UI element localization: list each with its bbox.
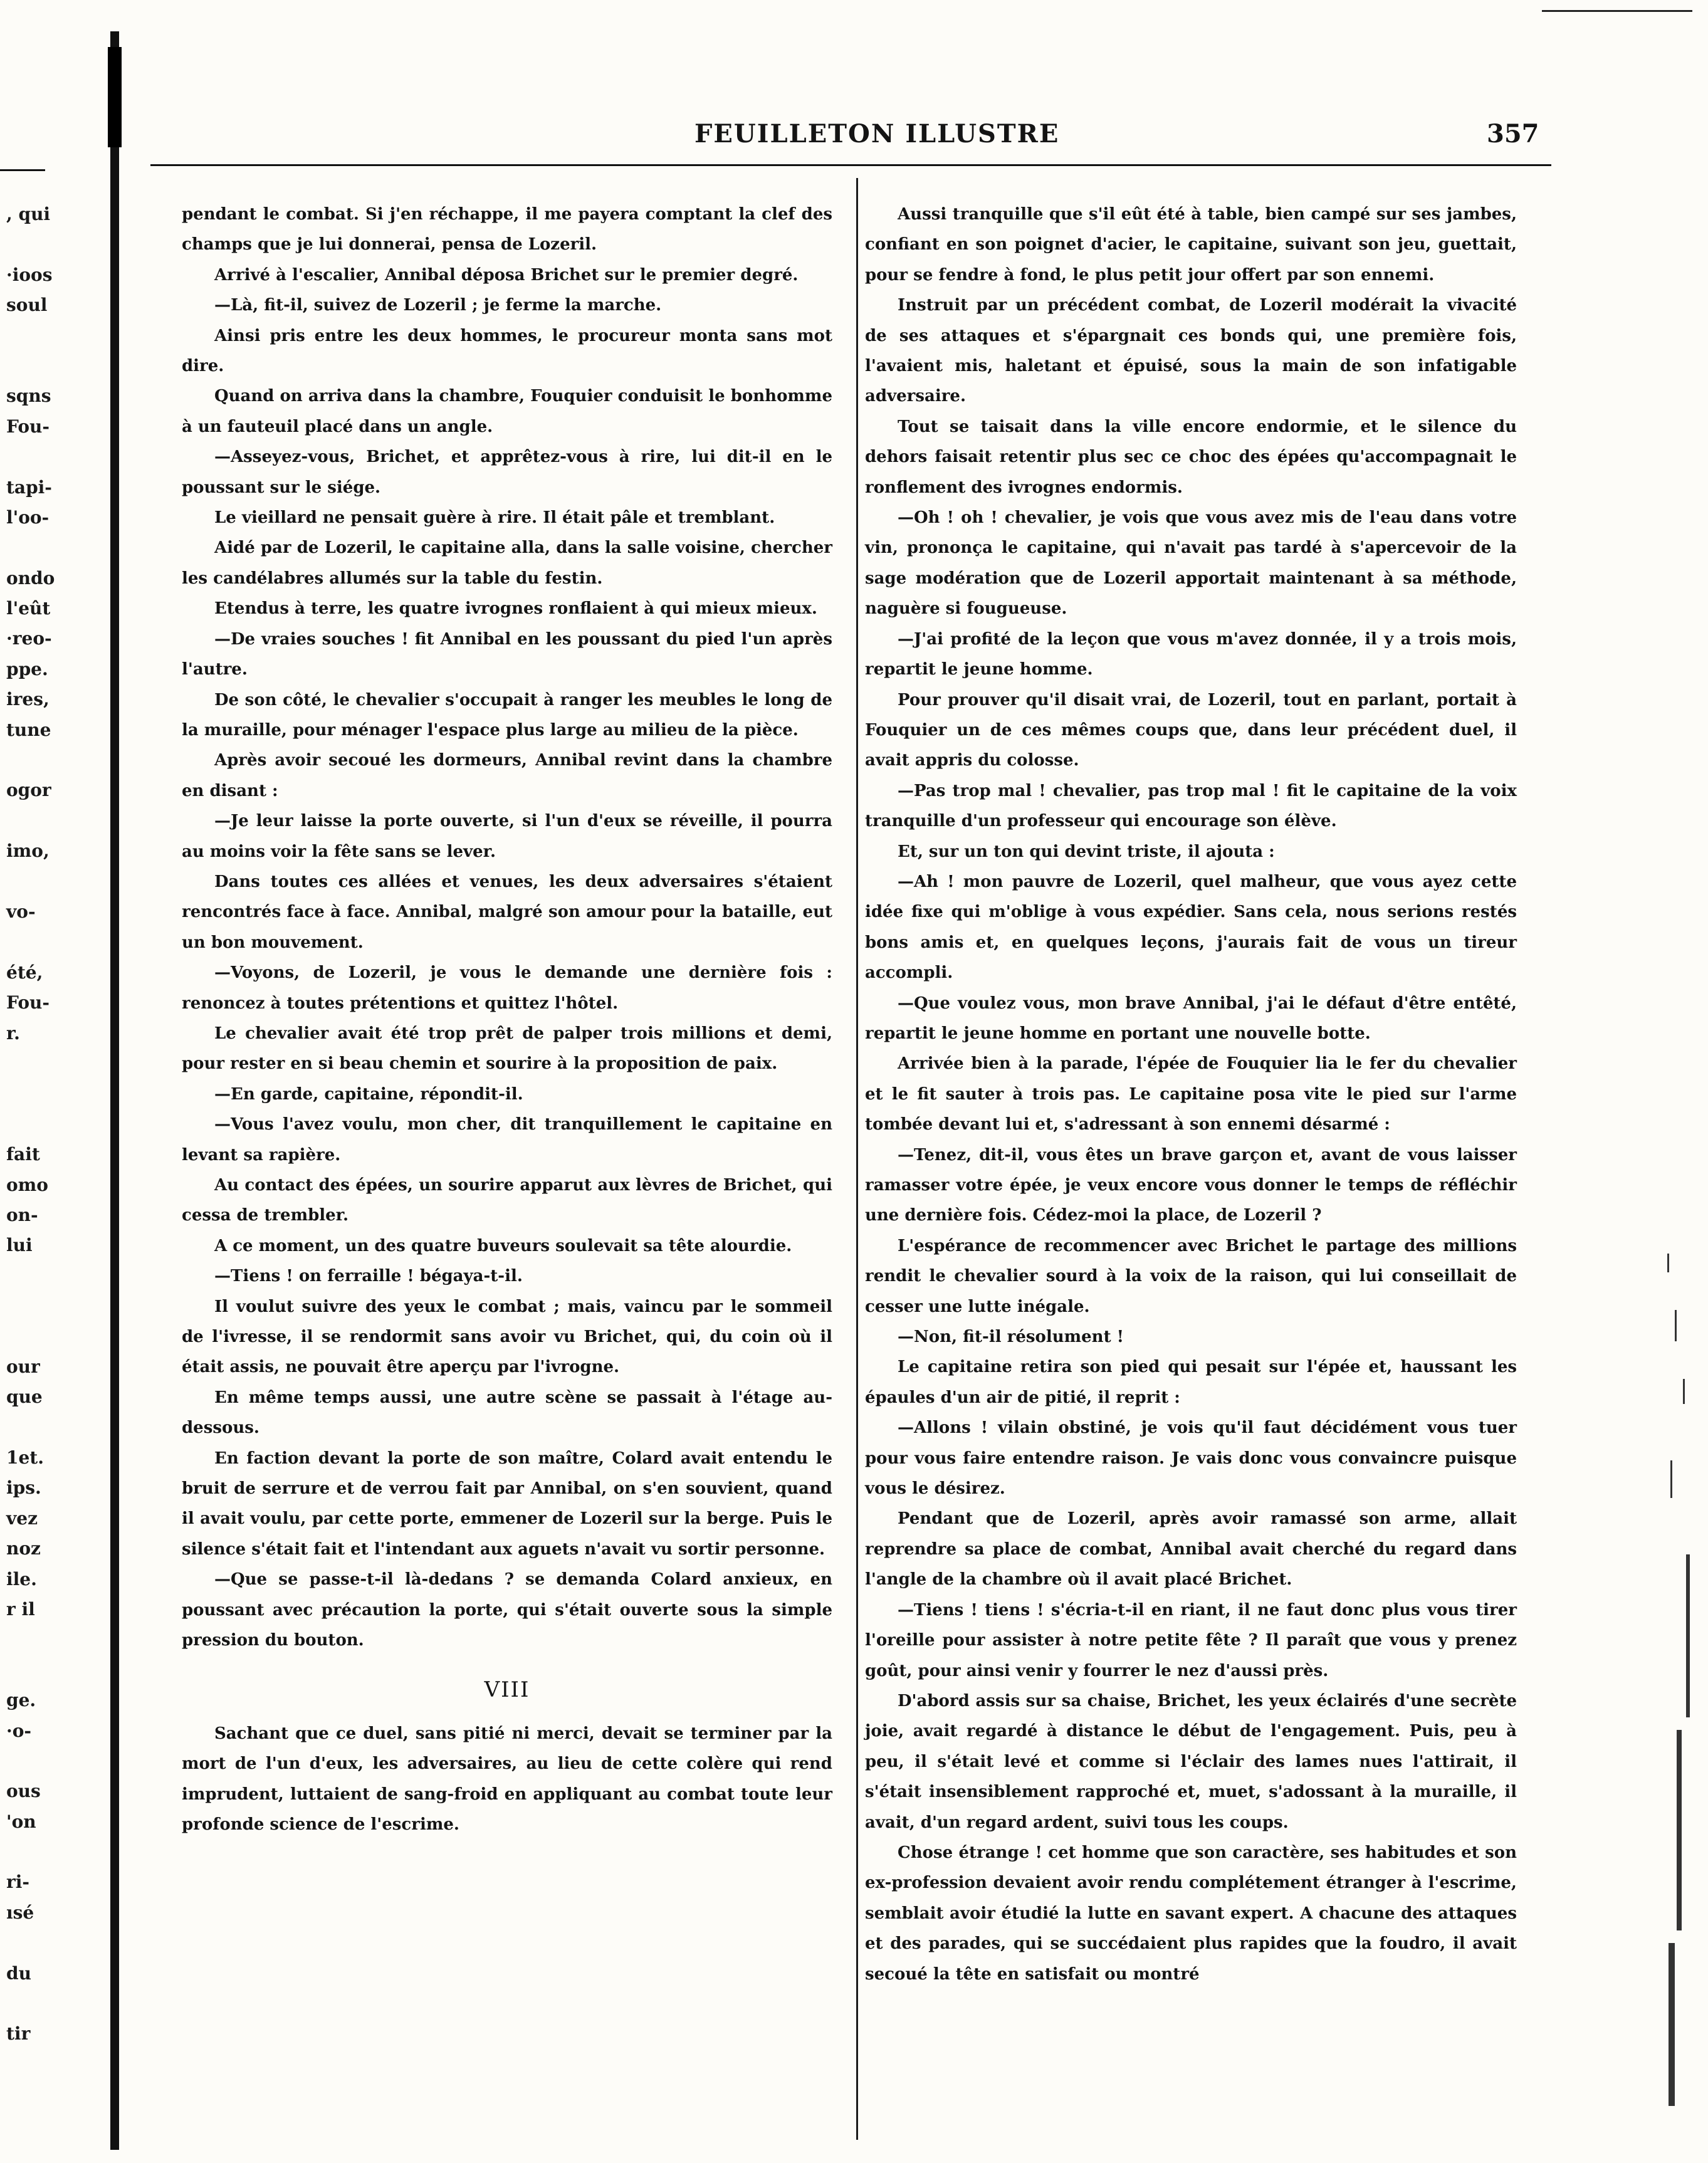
paragraph: Ainsi pris entre les deux hommes, le procureur monta sans mot dire. <box>182 326 832 376</box>
margin-fragment: r il <box>6 1598 35 1620</box>
margin-fragment <box>6 321 63 351</box>
paragraph: Pendant que de Lozeril, après avoir ramassé son arme, allait reprendre sa place de combat, Annibal avait cherché du regard dans l'angle de la chambre où il avait placé Brichet. <box>865 1509 1517 1590</box>
binding-edge <box>110 31 119 2150</box>
scan-edge-noise <box>1661 1254 1699 2131</box>
margin-fragment: 'on <box>6 1811 36 1832</box>
facing-page-fragments <box>6 199 63 2050</box>
margin-fragment <box>6 1291 63 1321</box>
paragraph: —Non, fit-il résolument ! <box>898 1328 1124 1347</box>
margin-fragment <box>6 1837 63 1867</box>
paragraph: Dans toutes ces allées et venues, les deux adversaires s'étaient rencontrés face à face. Annibal, malgré son amour pour la bataille, eut un bon mouvement. <box>182 872 832 952</box>
paragraph: Quand on arriva dans la chambre, Fouquier conduisit le bonhomme à un fauteuil placé dans un angle. <box>182 387 832 436</box>
margin-fragment: ge. <box>6 1690 36 1711</box>
margin-fragment <box>6 1321 63 1351</box>
margin-fragment <box>6 1655 63 1685</box>
margin-fragment: omo <box>6 1174 48 1195</box>
paragraph: De son côté, le chevalier s'occupait à ranger les meubles le long de la muraille, pour ménager l'espace plus large au milieu de la pièce. <box>182 690 832 740</box>
margin-fragment: que <box>6 1386 43 1408</box>
paragraph: Arrivé à l'escalier, Annibal déposa Brichet sur le premier degré. <box>214 265 799 285</box>
paragraph: Et, sur un ton qui devint triste, il ajouta : <box>898 842 1275 861</box>
margin-fragment <box>6 806 63 836</box>
paragraph: Aussi tranquille que s'il eût été à table, bien campé sur ses jambes, confiant en son poignet d'acier, le capitaine, suivant son jeu, guettait, pour se fendre à fond, le plus petit jour offert par son ennemi. <box>865 205 1517 285</box>
margin-fragment <box>6 867 63 897</box>
margin-fragment: ous <box>6 1781 41 1802</box>
margin-fragment: ppe. <box>6 658 48 679</box>
margin-fragment <box>6 1746 63 1776</box>
margin-fragment: ·o- <box>6 1720 32 1741</box>
margin-fragment: fait <box>6 1144 40 1165</box>
paragraph: Etendus à terre, les quatre ivrognes ronflaient à qui mieux mieux. <box>214 599 817 619</box>
paragraph: —Je leur laisse la porte ouverte, si l'un d'eux se réveille, il pourra au moins voir la fête sans se lever. <box>182 812 832 861</box>
paragraph: Au contact des épées, un sourire apparut aux lèvres de Brichet, qui cessa de trembler. <box>182 1176 832 1225</box>
paragraph: —En garde, capitaine, répondit-il. <box>214 1084 523 1104</box>
margin-fragment <box>6 1079 63 1109</box>
paragraph: —Oh ! oh ! chevalier, je vois que vous avez mis de l'eau dans votre vin, prononça le capitaine, qui n'avait pas tardé à s'apercevoir de la sage modération que de Lozeril apportait maintenant à sa méthode, naguère si fougueuse. <box>865 508 1517 619</box>
margin-fragment: soul <box>6 295 48 316</box>
paragraph: Après avoir secoué les dormeurs, Annibal revint dans la chambre en disant : <box>182 751 832 800</box>
margin-fragment: ips. <box>6 1477 41 1499</box>
right-column <box>865 199 1517 1989</box>
top-corner-rule <box>1542 10 1692 12</box>
margin-fragment <box>6 1109 63 1139</box>
margin-fragment: our <box>6 1356 40 1377</box>
margin-fragment <box>6 351 63 381</box>
paragraph: Pour prouver qu'il disait vrai, de Lozeril, tout en parlant, portait à Fouquier un de ces mêmes coups que, dans leur précédent duel, il avait appris du colosse. <box>865 690 1517 770</box>
paragraph: Tout se taisait dans la ville encore endormie, et le silence du dehors faisait retentir plus sec ce choc des épées qu'accompagnait le ronflement des ivrognes endormis. <box>865 417 1517 497</box>
margin-fragment: ires, <box>6 689 50 710</box>
paragraph: —Tenez, dit-il, vous êtes un brave garçon et, avant de vous laisser ramasser votre épée, je veux encore vous donner le temps de réfléchir une dernière fois. Cédez-moi la place, de Lozeril ? <box>865 1145 1517 1225</box>
paragraph: Le vieillard ne pensait guère à rire. Il était pâle et tremblant. <box>214 508 775 528</box>
margin-fragment <box>6 1049 63 1079</box>
paragraph: —Tiens ! on ferraille ! bégaya-t-il. <box>214 1267 523 1286</box>
margin-fragment <box>6 1413 63 1443</box>
margin-fragment: r. <box>6 1022 20 1044</box>
margin-fragment: vez <box>6 1507 38 1529</box>
header-rule <box>150 164 1551 166</box>
paragraph: —Que se passe-t-il là-dedans ? se demanda Colard anxieux, en poussant avec précaution la porte, qui s'était ouverte sous la simple pression du bouton. <box>182 1570 832 1650</box>
paragraph: —Asseyez-vous, Brichet, et apprêtez-vous à rire, lui dit-il en le poussant sur le siége. <box>182 448 832 497</box>
margin-fragment: noz <box>6 1538 41 1559</box>
margin-fragment: ile. <box>6 1568 37 1590</box>
paragraph: pendant le combat. Si j'en réchappe, il me payera comptant la clef des champs que je lui donnerai, pensa de Lozeril. <box>182 205 832 254</box>
margin-fragment: on- <box>6 1204 38 1225</box>
margin-fragment <box>6 229 63 259</box>
column-divider <box>856 178 858 2140</box>
paragraph: —Allons ! vilain obstiné, je vois qu'il faut décidément vous tuer pour vous faire entendre raison. Je vais donc vous convaincre puisque vous le désirez. <box>865 1418 1517 1499</box>
margin-fragment <box>6 442 63 472</box>
margin-fragment <box>6 1625 63 1655</box>
margin-fragment: imo, <box>6 841 50 862</box>
paragraph: Arrivée bien à la parade, l'épée de Fouquier lia le fer du chevalier et le fit sauter à trois pas. Le capitaine posa vite le pied sur l'arme tombée devant lui et, s'adressant à son ennemi désarmé : <box>865 1054 1517 1134</box>
paragraph: Aidé par de Lozeril, le capitaine alla, dans la salle voisine, chercher les candélabres allumés sur la table du festin. <box>182 538 832 588</box>
paragraph: —J'ai profité de la leçon que vous m'avez donnée, il y a trois mois, repartit le jeune homme. <box>865 629 1517 679</box>
margin-fragment: sqns <box>6 385 51 407</box>
margin-fragment: 1et. <box>6 1447 44 1469</box>
page-number: 357 <box>1487 119 1539 149</box>
margin-fragment <box>6 1928 63 1958</box>
paragraph: Il voulut suivre des yeux le combat ; mais, vaincu par le sommeil de l'ivresse, il se rendormit sans avoir vu Brichet, qui, du coin où il était assis, ne pouvait être aperçu par l'ivrogne. <box>182 1297 832 1377</box>
margin-fragment: ısé <box>6 1902 34 1923</box>
margin-fragment: ·reo- <box>6 628 52 649</box>
margin-fragment: ogor <box>6 780 51 801</box>
margin-fragment: vo- <box>6 901 36 922</box>
margin-fragment: tapi- <box>6 476 52 498</box>
paragraph: —Tiens ! tiens ! s'écria-t-il en riant, il ne faut donc plus vous tirer l'oreille pour assister à notre petite fête ? Il paraît que vous y prenez goût, pour ainsi venir y fourrer le nez d'aussi près. <box>865 1600 1517 1680</box>
left-margin-rule <box>0 169 45 171</box>
right-column-text <box>865 199 1517 1989</box>
paragraph: —De vraies souches ! fit Annibal en les poussant du pied l'un après l'autre. <box>182 629 832 679</box>
margin-fragment: ri- <box>6 1872 30 1893</box>
margin-fragment <box>6 745 63 775</box>
paragraph: —Pas trop mal ! chevalier, pas trop mal ! fit le capitaine de la voix tranquille d'un professeur qui encourage son élève. <box>865 781 1517 831</box>
margin-fragment <box>6 927 63 957</box>
margin-fragment <box>6 1261 63 1291</box>
left-column-text-after-chapter <box>182 1719 832 1840</box>
margin-fragment: lui <box>6 1235 33 1256</box>
paragraph: Le chevalier avait été trop prêt de palper trois millions et demi, pour rester en si beau chemin et sourire à la proposition de paix. <box>182 1024 832 1074</box>
paragraph: —Que voulez vous, mon brave Annibal, j'ai le défaut d'être entêté, repartit le jeune homme en portant une nouvelle botte. <box>865 993 1517 1043</box>
margin-fragment <box>6 1989 63 2019</box>
margin-fragment: l'eût <box>6 598 51 619</box>
margin-fragment <box>6 533 63 563</box>
margin-fragment: Fou- <box>6 416 50 437</box>
margin-fragment: Fou- <box>6 992 50 1013</box>
margin-fragment: du <box>6 1962 31 1984</box>
paragraph: En faction devant la porte de son maître, Colard avait entendu le bruit de serrure et de verrou fait par Annibal, on s'en souvient, quand il avait voulu, par cette porte, emmener de Lozeril sur la berge. Puis le silence s'était fait et l'intendant aux aguets n'avait vu sortir personne. <box>182 1448 832 1559</box>
paragraph: L'espérance de recommencer avec Brichet le partage des millions rendit le chevalier sourd à la voix de la raison, qui lui conseillait de cesser une lutte inégale. <box>865 1236 1517 1316</box>
margin-fragment: tir <box>6 2023 31 2045</box>
paragraph: —Vous l'avez voulu, mon cher, dit tranquillement le capitaine en levant sa rapière. <box>182 1115 832 1165</box>
running-header <box>0 119 1708 157</box>
paragraph: Instruit par un précédent combat, de Lozeril modérait la vivacité de ses attaques et s'épargnait ces bonds qui, une première fois, l'avaient mis, haletant et épuisé, sous la main de son infatigable adversaire. <box>865 296 1517 406</box>
paragraph: Le capitaine retira son pied qui pesait sur l'épée et, haussant les épaules d'un air de pitié, il reprit : <box>865 1358 1517 1407</box>
chapter-heading: VIII <box>484 1677 530 1702</box>
margin-fragment: , qui <box>6 204 51 224</box>
paragraph: A ce moment, un des quatre buveurs soulevait sa tête alourdie. <box>214 1236 792 1255</box>
paragraph: Sachant que ce duel, sans pitié ni merci, devait se terminer par la mort de l'un d'eux, les adversaires, au lieu de cette colère qui rend imprudent, luttaient de sang-froid en appliquant au combat toute leur profonde science de l'escrime. <box>182 1724 832 1835</box>
paragraph: D'abord assis sur sa chaise, Brichet, les yeux éclairés d'une secrète joie, avait regardé à distance le début de l'engagement. Puis, peu à peu, il s'était levé et comme si l'éclair des lames nues l'attirait, il s'était insensiblement rapproché et, muet, s'adossant à la muraille, il avait, d'un regard ardent, suivi tous les coups. <box>865 1691 1517 1832</box>
paragraph: —Voyons, de Lozeril, je vous le demande une dernière fois : renoncez à toutes prétentions et quittez l'hôtel. <box>182 963 832 1013</box>
margin-fragment: été, <box>6 961 43 983</box>
margin-fragment: tune <box>6 719 51 740</box>
left-column-text <box>182 199 832 1656</box>
running-title: FEUILLETON ILLUSTRE <box>694 119 1060 149</box>
margin-fragment: ·ioos <box>6 264 53 285</box>
paragraph: —Ah ! mon pauvre de Lozeril, quel malheur, que vous ayez cette idée fixe qui m'oblige à vous expédier. Sans cela, nous serions restés bons amis et, en quelques leçons, j'aurais fait de vous un tireur accompli. <box>865 872 1517 983</box>
paragraph: —Là, fit-il, suivez de Lozeril ; je ferme la marche. <box>214 296 662 315</box>
margin-fragment: ondo <box>6 567 55 589</box>
paragraph: Chose étrange ! cet homme que son caractère, ses habitudes et son ex-profession devaient avoir rendu complétement étranger à l'escrime, semblait avoir étudié la lutte en savant expert. A chacune des attaques et des parades, qui se succédaient plus rapides que la foudro, il avait secoué la tête en satisfait ou montré <box>865 1843 1517 1984</box>
paragraph: En même temps aussi, une autre scène se passait à l'étage au-dessous. <box>182 1388 832 1438</box>
margin-fragment: l'oo- <box>6 506 50 528</box>
left-column <box>182 199 832 1840</box>
